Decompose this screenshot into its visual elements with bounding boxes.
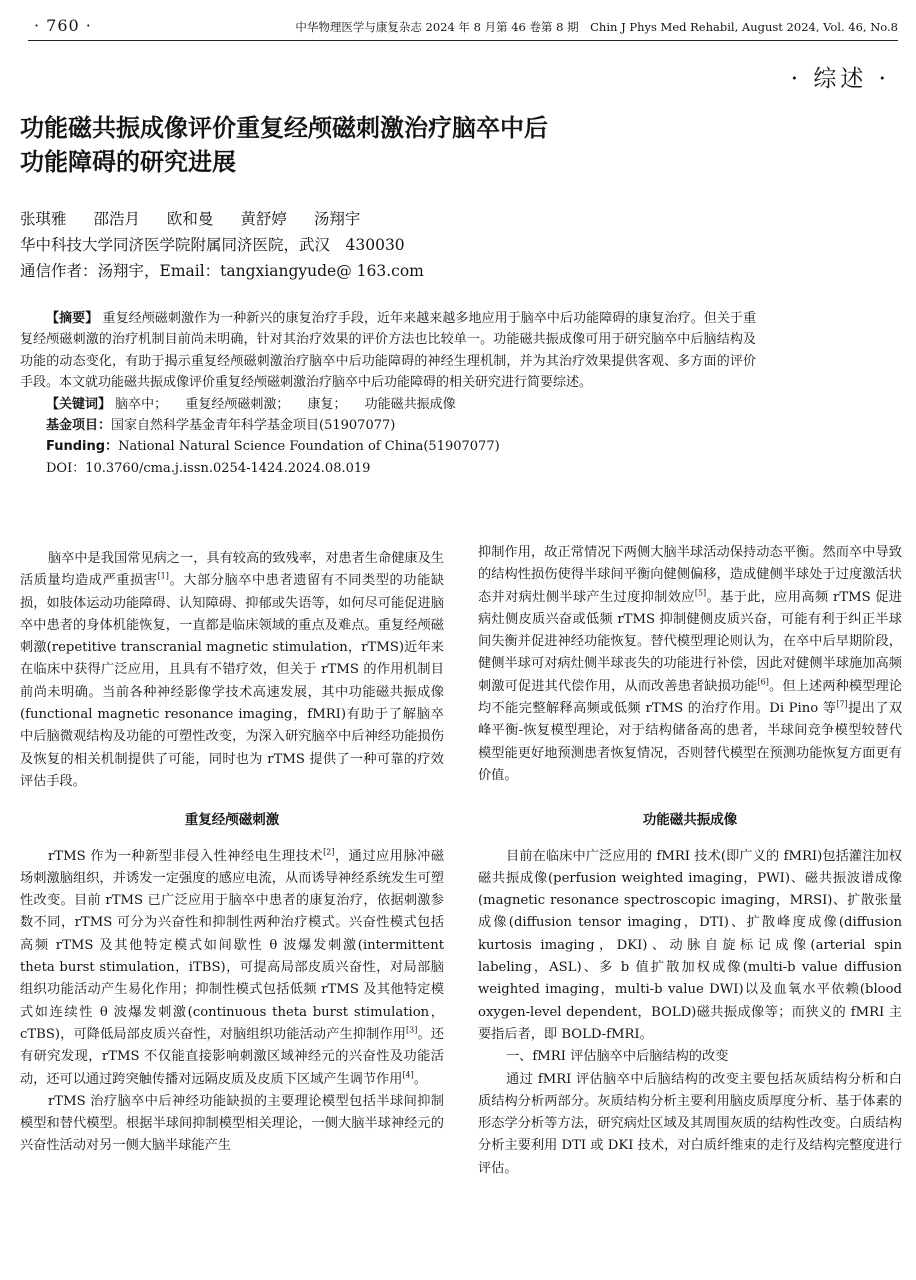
- fund-cn-label: 基金项目：: [46, 418, 112, 434]
- correspondence: 通信作者：汤翔宇，Email：tangxiangyude@ 163.com: [20, 262, 424, 280]
- section-heading-fmri: 功能磁共振成像: [642, 812, 738, 829]
- keywords-label: 【关键词】: [46, 396, 112, 412]
- text-run: 。但上述两种模型理论均不能完整解释高频或低频 rTMS 的治疗作用。Di Pino 等: [478, 678, 903, 717]
- citation-ref: [7]: [836, 699, 848, 709]
- text-run: 抑制作用，故正常情况下两侧大脑半球活动保持动态平衡。然而卒中导致的结构性损伤使得半球间平衡向健侧偏移，造成健侧半球处于过度激活状态并对病灶侧半球产生过度抑制效应: [478, 545, 902, 605]
- text-run: 。基于此，应用高频 rTMS 促进病灶侧皮质兴奋或低频 rTMS 抑制健侧皮质兴奋，可能有利于纠正半球间失衡并促进神经功能恢复。替代模型理论则认为，在卒中后早期阶段，健侧半球可对病灶侧半球丧失的功能进行补偿，因此对健侧半球施加高频刺激可促进其代偿作用，从而改善患者缺损功能: [478, 589, 902, 694]
- page-number: · 760 ·: [34, 16, 92, 35]
- fund-en-text: National Natural Science Foundation of China(51907077): [118, 439, 500, 455]
- running-header: [28, 12, 898, 41]
- rtms-paragraph-1: [20, 846, 444, 1091]
- abstract-block: [20, 308, 756, 479]
- fund-en-line: [46, 436, 756, 457]
- citation-ref: [1]: [157, 571, 169, 581]
- keyword: 脑卒中；: [115, 396, 168, 412]
- abstract-paragraph: [20, 308, 756, 394]
- abstract-label: 【摘要】: [46, 311, 99, 326]
- citation-ref: [5]: [694, 588, 707, 598]
- intro-paragraph: [20, 548, 444, 793]
- continued-paragraph: [478, 542, 902, 787]
- text-run: rTMS 作为一种新型非侵入性神经电生理技术: [48, 848, 324, 864]
- keyword: 功能磁共振成像: [364, 396, 456, 412]
- text-run: 。大部分脑卒中患者遗留有不同类型的功能缺损，如肢体运动功能障碍、认知障碍、抑郁或失语等，如何尽可能促进脑卒中患者的身体机能恢复，一直都是临床领域的重点及难点。重复经颅磁刺激(repetitive transcranial magnetic stimulation，rTMS)近年来在临床中获得广泛应用，且具有不错疗效，但关于 rTMS 的作用机制目前尚未明确。当前各种神经影像学技术高速发展，其中功能磁共振成像(functional magnetic resonance imaging，fMRI)有助于了解脑卒中后脑微观结构及功能的可塑性改变，为深入研究脑卒中后神经功能损伤及恢复的相关机制提供了可能，同时也为 rTMS 提供了一种可靠的疗效评估手段。: [20, 573, 445, 789]
- citation-ref: [2]: [323, 847, 335, 857]
- author-name: 黄舒婷: [240, 210, 287, 228]
- section-heading-rtms: 重复经颅磁刺激: [184, 812, 280, 829]
- author-name: 欧和曼: [166, 210, 214, 228]
- article-title: [20, 111, 780, 179]
- abstract-text: 重复经颅磁刺激作为一种新兴的康复治疗手段，近年来越来越多地应用于脑卒中后功能障碍的康复治疗。但关于重复经颅磁刺激的治疗机制目前尚未明确，针对其治疗效果的评价方法也比较单一。功能磁共振成像可用于研究脑卒中后脑结构及功能的动态变化，有助于揭示重复经颅磁刺激治疗脑卒中后功能障碍的神经生理机制，并为其治疗效果提供客观、多方面的评价手段。本文就功能磁共振成像评价重复经颅磁刺激治疗脑卒中后功能障碍的相关研究进行简要综述。: [20, 311, 756, 391]
- text-run: 提出了双峰平衡-恢复模型理论，对于结构储备高的患者，半球间竞争模型较替代模型能更好地预测患者恢复情况，否则替代模型在预测功能恢复方面更有价值。: [478, 701, 903, 783]
- text-run: 。还有研究发现，rTMS 不仅能直接影响刺激区域神经元的兴奋性及功能活动，还可以通过跨突触传播对远隔皮质及皮质下区域产生调节作用: [20, 1026, 444, 1087]
- subsection-heading: 一、fMRI 评估脑卒中后脑结构的改变: [506, 1049, 729, 1065]
- author-name: 汤翔宇: [313, 210, 361, 228]
- author-name: 邵浩月: [93, 210, 140, 228]
- text-run: 。: [413, 1071, 427, 1087]
- title-line-1: 功能磁共振成像评价重复经颅磁刺激治疗脑卒中后: [20, 114, 548, 142]
- doi: DOI：10.3760/cma.j.issn.0254-1424.2024.08.019: [46, 460, 371, 476]
- keywords-line: [46, 394, 756, 415]
- rtms-paragraph-2: rTMS 治疗脑卒中后神经功能缺损的主要理论模型包括半球间抑制模型和替代模型。根据半球间抑制模型相关理论，一侧大脑半球神经元的兴奋性活动对另一侧大脑半球能产生: [20, 1093, 444, 1154]
- author-block: [20, 206, 424, 284]
- fund-en-label: Funding：: [46, 439, 119, 455]
- journal-citation: 中华物理医学与康复杂志 2024 年 8 月第 46 卷第 8 期 Chin J Phys Med Rehabil, August 2024, Vol. 46, No.8: [295, 20, 898, 34]
- affiliation: 华中科技大学同济医学院附属同济医院，武汉 430030: [20, 236, 405, 254]
- left-column: [20, 548, 444, 1158]
- author-names: [20, 206, 424, 232]
- citation-ref: [4]: [402, 1070, 414, 1080]
- keyword: 康复；: [307, 396, 347, 412]
- fmri-paragraph-2: 通过 fMRI 评估脑卒中后脑结构的改变主要包括灰质结构分析和白质结构分析两部分。灰质结构分析主要利用脑皮质厚度分析、基于体素的形态学分析等方法，研究病灶区域及其周围灰质的结构性改变。白质结构分析主要利用 DTI 或 DKI 技术，对白质纤维束的走行及结构完整度进行评估。: [478, 1071, 902, 1176]
- fund-cn-text: 国家自然科学基金青年科学基金项目(51907077): [111, 418, 396, 434]
- title-line-2: 功能障碍的研究进展: [20, 148, 236, 176]
- citation-ref: [6]: [757, 677, 769, 687]
- text-run: 脑卒中是我国常见病之一，具有较高的致残率，对患者生命健康及生活质量均造成严重损害: [20, 551, 444, 589]
- citation-ref: [3]: [406, 1025, 418, 1035]
- keyword: 重复经颅磁刺激；: [185, 396, 290, 412]
- author-name: 张琪雅: [20, 210, 67, 228]
- fund-cn-line: [46, 415, 756, 436]
- section-tag: · 综述 ·: [790, 66, 890, 92]
- fmri-paragraph-1: 目前在临床中广泛应用的 fMRI 技术(即广义的 fMRI)包括灌注加权磁共振成像(perfusion weighted imaging，PWI)、磁共振波谱成像(magnetic resonance spectroscopic imaging，MRSI)、扩散张量成像(diffusion tensor imaging，DTI)、扩散峰度成像(diffusion kurtosis imaging，DKI)、动脉自旋标记成像(arterial spin labeling，ASL)、多 b 值扩散加权成像(multi-b value diffusion weighted imaging，multi-b value DWI)以及血氧水平依赖(blood oxygen-level dependent，BOLD)磁共振成像等；而狭义的 fMRI 主要指后者，即 BOLD-fMRI。: [478, 848, 902, 1042]
- right-column: [478, 542, 902, 1180]
- text-run: ，通过应用脉冲磁场刺激脑组织，并诱发一定强度的感应电流，从而诱导神经系统发生可塑性改变。目前 rTMS 已广泛应用于脑卒中患者的康复治疗，依据刺激参数不同，rTMS 可分为兴奋性和抑制性两种治疗模式。兴奋性模式包括高频 rTMS 及其他特定模式如间歇性 θ 波爆发刺激(intermittent theta burst stimulation，iTBS)，可提高局部皮质兴奋性，对局部脑组织功能活动产生易化作用；抑制性模式包括低频 rTMS 及其他特定模式如连续性 θ 波爆发刺激(continuous theta burst stimulation，cTBS)，可降低局部皮质兴奋性，对脑组织功能活动产生抑制作用: [20, 848, 445, 1042]
